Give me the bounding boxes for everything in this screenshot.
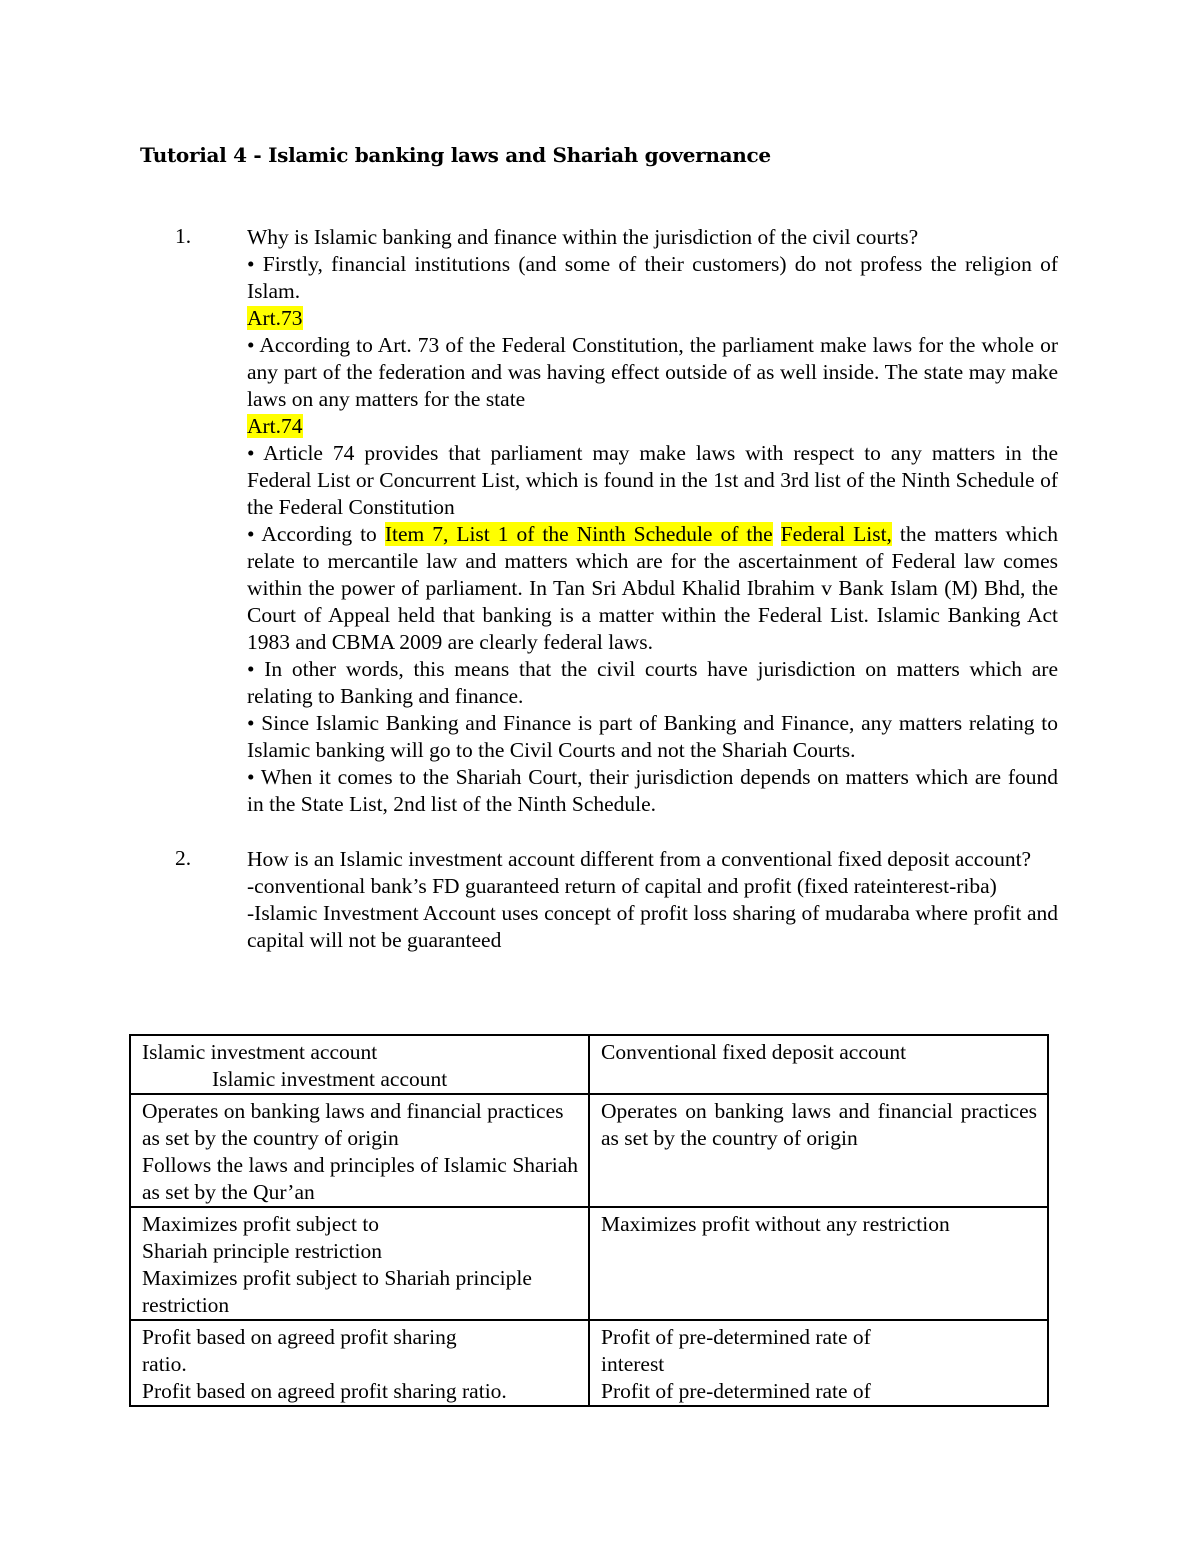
highlight: Art.73 (247, 306, 303, 330)
article-74-label (247, 413, 1058, 440)
question-1 (247, 224, 1058, 818)
table-cell (130, 1207, 589, 1320)
cell-text: Profit of pre-determined rate of interest (601, 1325, 871, 1376)
cell-text: Islamic investment account (212, 1067, 448, 1091)
highlight: Federal List, (780, 522, 892, 546)
table-cell (130, 1320, 589, 1406)
cell-text: Profit of pre-determined rate of (601, 1379, 871, 1403)
cell-text: Maximizes profit subject to Shariah principle restriction (142, 1266, 532, 1317)
cell-text: Conventional fixed deposit account (601, 1040, 907, 1064)
text-run: • According to (247, 522, 385, 546)
table-cell (589, 1094, 1048, 1207)
text-run (773, 522, 781, 546)
table-cell (589, 1320, 1048, 1406)
table-row (130, 1320, 1048, 1406)
question-1-answer-point: • Article 74 provides that parliament may make laws with respect to any matters in the Federal List or Concurrent List, which is found in the 1st and 3rd list of the Ninth Schedule of the Federal Constitution (247, 441, 1058, 519)
cell-text: Profit based on agreed profit sharing ratio. (142, 1379, 507, 1403)
article-73-label (247, 305, 1058, 332)
question-1-answer-point: • In other words, this means that the civil courts have jurisdiction on matters which are relating to Banking and finance. (247, 657, 1058, 708)
question-1-text: Why is Islamic banking and finance within the jurisdiction of the civil courts? (247, 225, 919, 249)
comparison-table (129, 1034, 1049, 1407)
question-2-number: 2. (175, 846, 192, 870)
question-1-answer-point: • Firstly, financial institutions (and some of their customers) do not profess the religion of Islam. (247, 252, 1058, 303)
question-1-answer-point: • Since Islamic Banking and Finance is part of Banking and Finance, any matters relating to Islamic banking will go to the Civil Courts and not the Shariah Courts. (247, 711, 1058, 762)
cell-text: Operates on banking laws and financial practices as set by the country of origin (601, 1099, 1037, 1150)
question-1-number: 1. (175, 224, 192, 248)
question-1-answer-point (247, 521, 1058, 656)
table-header-row (130, 1035, 1048, 1094)
document-title: Tutorial 4 - Islamic banking laws and Shariah governance (140, 143, 771, 167)
question-2 (247, 846, 1058, 954)
table-cell (130, 1094, 589, 1207)
table-cell (589, 1207, 1048, 1320)
question-2-answer-point: -Islamic Investment Account uses concept of profit loss sharing of mudaraba where profit and capital will not be guaranteed (247, 901, 1058, 952)
cell-text: Maximizes profit subject to Shariah principle restriction (142, 1212, 383, 1263)
question-1-answer-point: • When it comes to the Shariah Court, their jurisdiction depends on matters which are found in the State List, 2nd list of the Ninth Schedule. (247, 765, 1058, 816)
cell-text: Follows the laws and principles of Islamic Shariah as set by the Qur’an (142, 1153, 578, 1204)
table-row (130, 1094, 1048, 1207)
cell-text: Profit based on agreed profit sharing ratio. (142, 1325, 457, 1376)
table-row (130, 1207, 1048, 1320)
table-cell (589, 1035, 1048, 1094)
highlight: Item 7, List 1 of the Ninth Schedule of the (384, 522, 773, 546)
question-2-answer-point: -conventional bank’s FD guaranteed return of capital and profit (fixed rateinterest-riba) (247, 874, 997, 898)
cell-text: Islamic investment account (142, 1040, 378, 1064)
question-1-answer-point: • According to Art. 73 of the Federal Constitution, the parliament make laws for the whole or any part of the federation and was having effect outside of as well inside. The state may make laws on any matters for the state (247, 333, 1058, 411)
cell-text: Operates on banking laws and financial practices as set by the country of origin (142, 1099, 564, 1150)
text-run: the matters which relate to mercantile law and matters which are for the ascertainment of Federal law comes within the power of parliament. In Tan Sri Abdul Khalid Ibrahim v Bank Islam (M) Bhd, the Court of Appeal held that banking is a matter within the Federal List. Islamic Banking Act 1983 and CBMA 2009 are clearly federal laws. (247, 522, 1059, 654)
cell-text: Maximizes profit without any restriction (601, 1212, 950, 1236)
highlight: Art.74 (247, 414, 303, 438)
table-cell (130, 1035, 589, 1094)
question-2-text: How is an Islamic investment account different from a conventional fixed deposit account? (247, 847, 1032, 871)
